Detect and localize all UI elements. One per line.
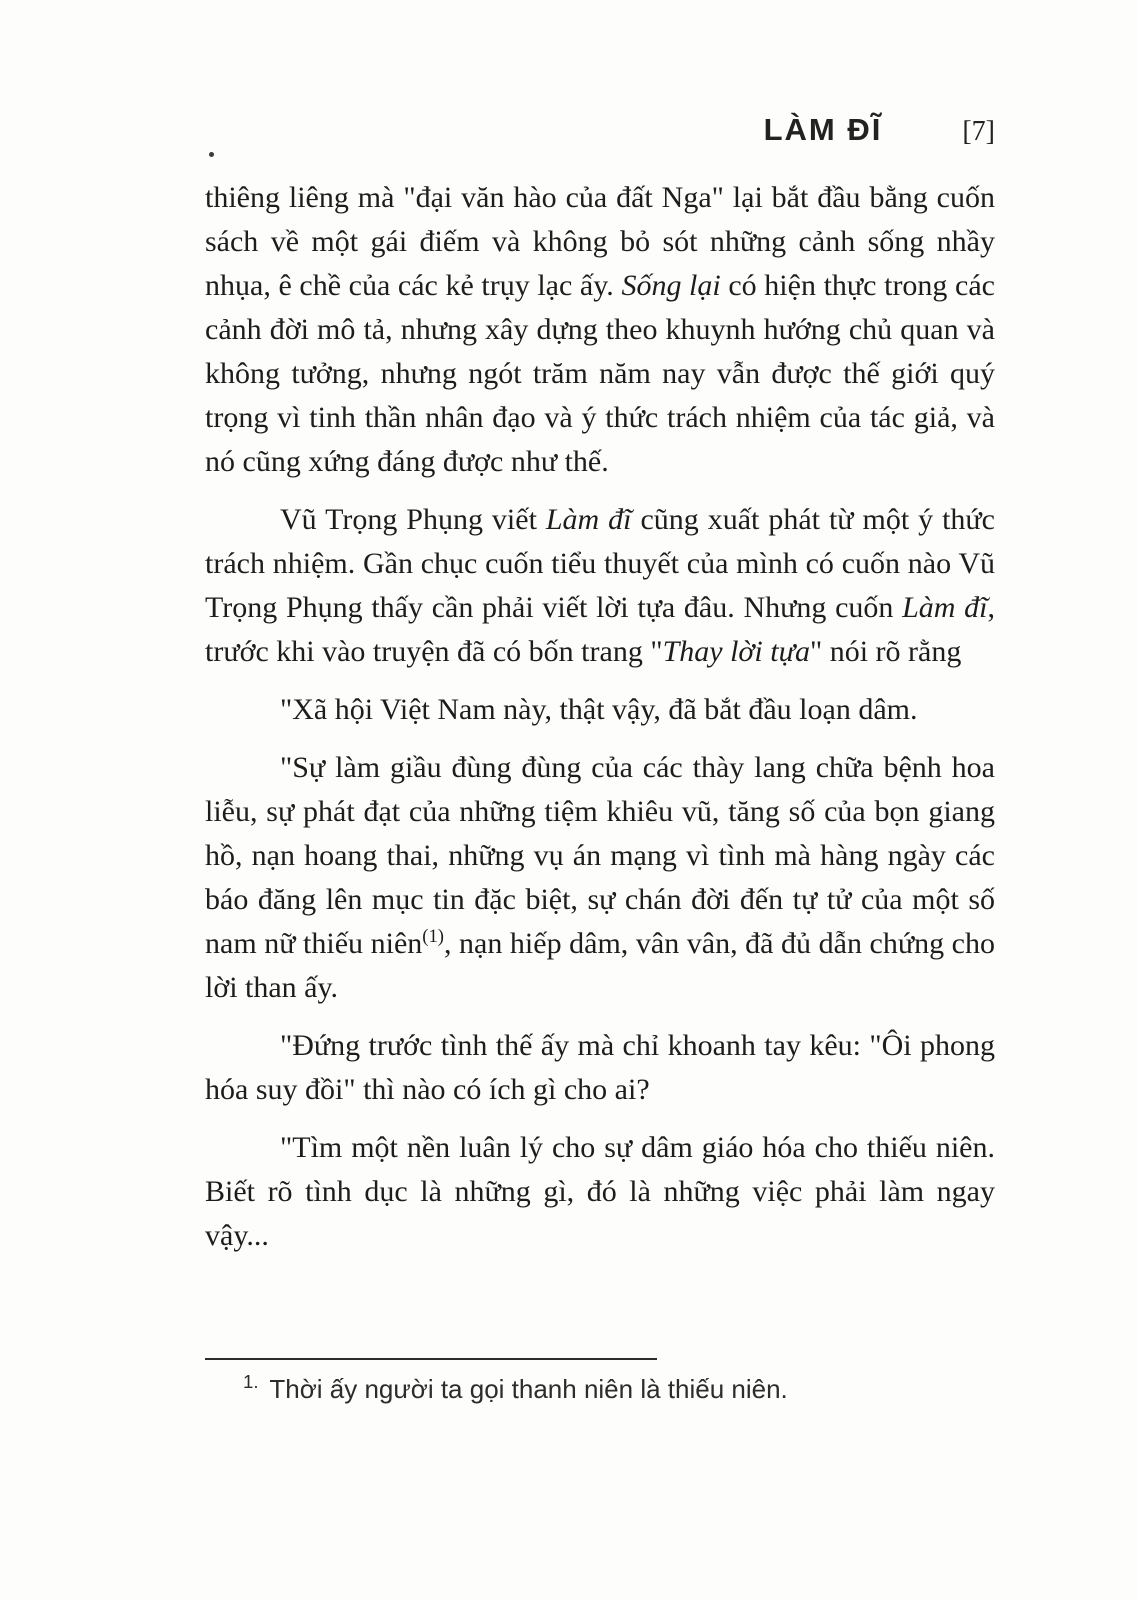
text-run: thiêng liêng mà "đại văn hào của đất Nga" lại bắt đầu bằng cuốn sách về một gái điếm và không bỏ sót những cảnh sống nhầy nhụa, ê chề của các kẻ trụy lạc ấy. bbox=[205, 181, 995, 302]
page-number: [7] bbox=[962, 116, 995, 147]
paragraph bbox=[205, 176, 995, 484]
paragraph bbox=[205, 1024, 995, 1112]
paragraph bbox=[205, 498, 995, 674]
footnote-separator bbox=[205, 1358, 657, 1360]
body-text bbox=[205, 176, 995, 1272]
text-run: "Xã hội Việt Nam này, thật vậy, đã bắt đầu loạn dâm. bbox=[280, 693, 918, 726]
paragraph bbox=[205, 1126, 995, 1258]
text-run: Sống lại bbox=[621, 269, 721, 302]
text-run: "Tìm một nền luân lý cho sự dâm giáo hóa cho thiếu niên. Biết rõ tình dục là những gì, đó là những việc phải làm ngay vậy... bbox=[205, 1131, 995, 1252]
text-run: Làm đĩ bbox=[902, 591, 988, 624]
text-run: " nói rõ rằng bbox=[809, 635, 962, 668]
text-run: có hiện thực trong các cảnh đời mô tả, nhưng xây dựng theo khuynh hướng chủ quan và không tưởng, nhưng ngót trăm năm nay vẫn được thế giới quý trọng vì tinh thần nhân đạo và ý thức trách nhiệm của tác giả, và nó cũng xứng đáng được như thế. bbox=[205, 269, 996, 478]
page-header bbox=[205, 112, 995, 148]
footnote-marker: 1. bbox=[243, 1371, 259, 1393]
footnote bbox=[243, 1371, 995, 1405]
running-title: LÀM ĐĨ bbox=[763, 112, 883, 147]
text-run: "Đứng trước tình thế ấy mà chỉ khoanh tay kêu: "Ôi phong hóa suy đồi" thì nào có ích gì cho ai? bbox=[205, 1029, 995, 1106]
footnote-reference: (1) bbox=[422, 926, 444, 947]
footnote-block bbox=[205, 1358, 995, 1405]
text-run: Vũ Trọng Phụng viết bbox=[280, 503, 546, 536]
text-run: Thay lời tựa bbox=[662, 635, 810, 668]
text-run: , trước khi vào truyện đã có bốn trang " bbox=[205, 591, 995, 668]
text-run: , nạn hiếp dâm, vân vân, đã đủ dẫn chứng cho lời than ấy. bbox=[205, 927, 995, 1004]
paragraph bbox=[205, 688, 995, 732]
text-run: "Sự làm giầu đùng đùng của các thày lang chữa bệnh hoa liễu, sự phát đạt của những tiệm khiêu vũ, tăng số của bọn giang hồ, nạn hoang thai, những vụ án mạng vì tình mà hàng ngày các báo đăng lên mục tin đặc biệt, sự chán đời đến tự tử của một số nam nữ thiếu niên bbox=[205, 751, 995, 960]
text-run: cũng xuất phát từ một ý thức trách nhiệm. Gần chục cuốn tiểu thuyết của mình có cuốn nào Vũ Trọng Phụng thấy cần phải viết lời tựa đâu. Nhưng cuốn bbox=[205, 503, 995, 624]
footnote-text: Thời ấy người ta gọi thanh niên là thiếu niên. bbox=[269, 1374, 788, 1404]
paragraph bbox=[205, 746, 995, 1010]
text-run: Làm đĩ bbox=[545, 503, 632, 536]
ink-dot-artifact bbox=[209, 152, 214, 157]
